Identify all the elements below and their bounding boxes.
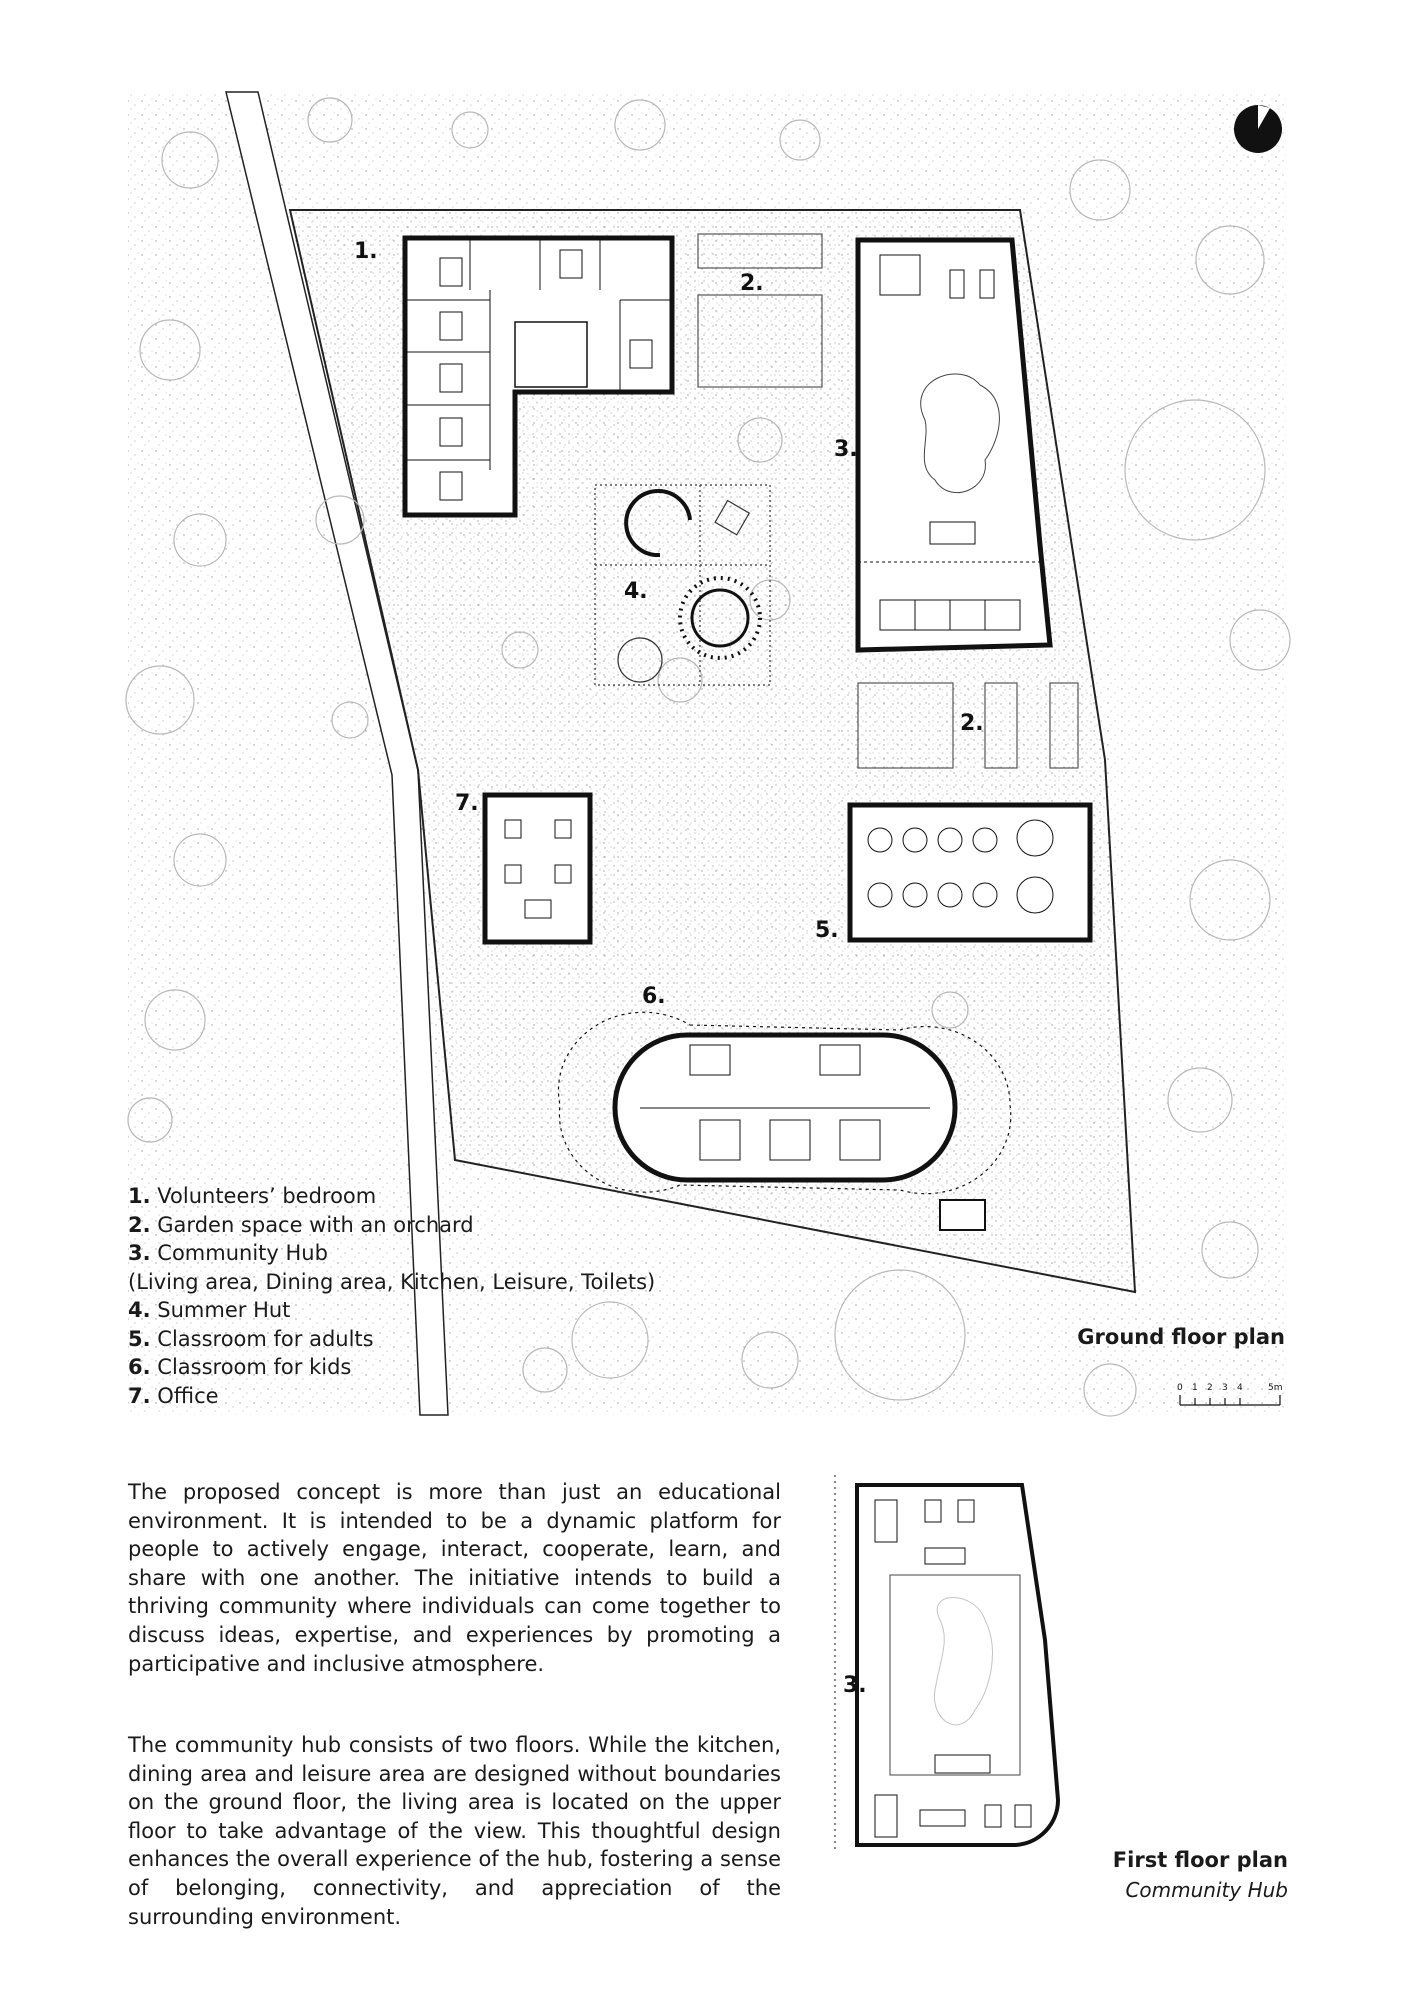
legend-item: 2. Garden space with an orchard [128, 1212, 474, 1237]
paragraph-community-hub: The community hub consists of two floors. While the kitchen, dining area and leisure area are designed without boundaries on the ground floor, the living area is located on the upper floor to take advantage of the view. This thoughtful design enhances the overall experience of the hub, fostering a sense of belonging, connectivity, and appreciation of the surrounding environment. [128, 1733, 781, 1929]
scale-tick-0: 0 [1177, 1383, 1183, 1393]
paragraph-concept: The proposed concept is more than just an educational environment. It is intended to be a dynamic platform for people to actively engage, interact, cooperate, learn, and share with one another. The initiative intends to build a thriving community where individuals can come together to discuss ideas, expertise, and experiences by promoting a participative and inclusive atmosphere. [128, 1480, 781, 1676]
legend-item: (Living area, Dining area, Kitchen, Leisure, Toilets) [128, 1269, 656, 1294]
legend-item: 3. Community Hub [128, 1241, 328, 1265]
plan-legend [128, 1182, 655, 1410]
ground-floor-plan-title: Ground floor plan [1077, 1325, 1285, 1349]
label-office: 7. [455, 791, 479, 816]
north-arrow-icon [1234, 105, 1282, 153]
legend-item: 1. Volunteers’ bedroom [128, 1184, 377, 1208]
label-garden-right: 2. [960, 711, 984, 736]
label-classroom-kids: 6. [642, 984, 666, 1009]
scale-tick-4: 4 [1237, 1383, 1243, 1393]
scale-tick-5: 5m [1268, 1383, 1283, 1393]
first-floor-plan [835, 1475, 1058, 1850]
building-office [485, 795, 590, 942]
label-garden-top: 2. [740, 271, 764, 296]
legend-item: 6. Classroom for kids [128, 1355, 352, 1379]
scale-tick-1: 1 [1192, 1383, 1198, 1393]
label-hub: 3. [834, 437, 858, 462]
first-floor-plan-subtitle: Community Hub [1125, 1878, 1288, 1902]
first-floor-plan-title: First floor plan [1112, 1848, 1288, 1872]
legend-item: 7. Office [128, 1383, 219, 1408]
label-bedroom: 1. [354, 239, 378, 264]
scale-tick-3: 3 [1222, 1383, 1228, 1393]
scale-tick-2: 2 [1207, 1383, 1213, 1393]
building-classroom-adults [850, 805, 1090, 940]
label-hut: 4. [624, 579, 648, 604]
legend-item: 4. Summer Hut [128, 1298, 291, 1322]
legend-item: 5. Classroom for adults [128, 1326, 374, 1351]
label-classroom-adults: 5. [815, 918, 839, 943]
label-first-floor-hub: 3. [843, 1673, 867, 1698]
